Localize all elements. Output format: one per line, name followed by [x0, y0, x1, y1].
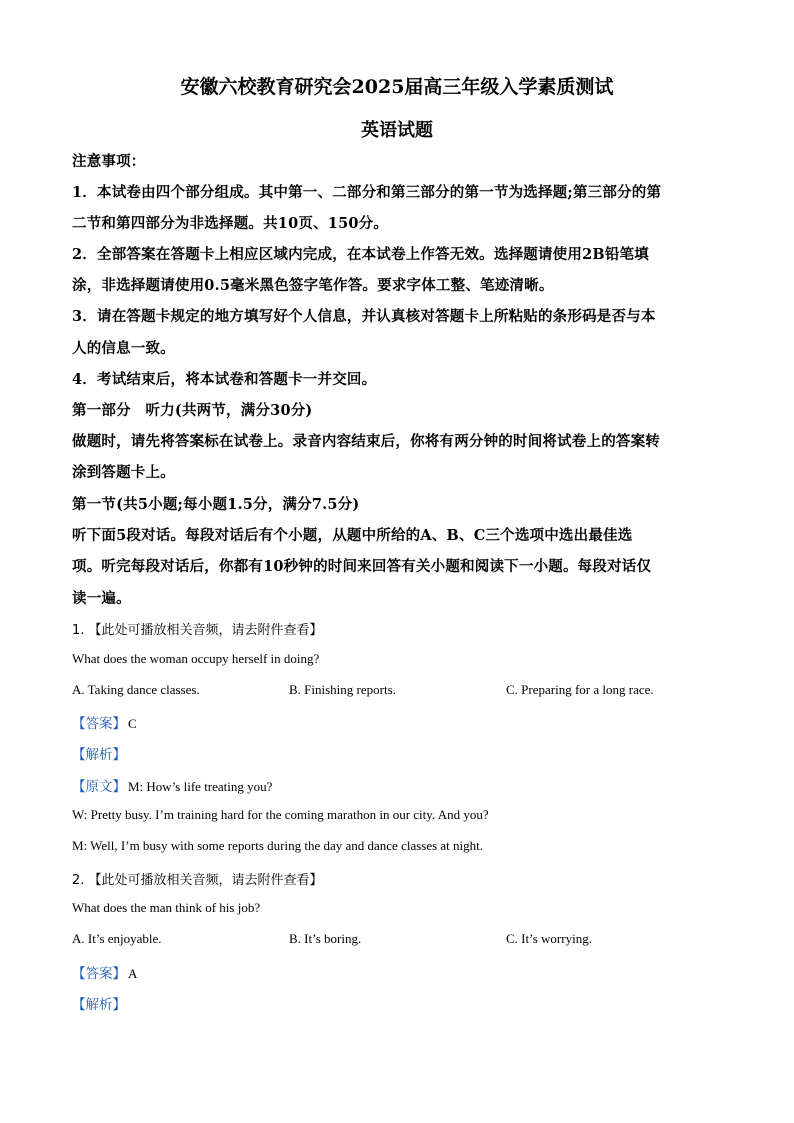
notes-line: 3．请在答题卡规定的地方填写好个人信息，并认真核对答题卡上所粘贴的条形码是否与本	[72, 308, 656, 325]
notes-line: 2．全部答案在答题卡上相应区域内完成，在本试卷上作答无效。选择题请使用2B铅笔填	[72, 246, 649, 263]
answer-label: 【答案】	[72, 966, 126, 982]
answer-value: C	[128, 716, 137, 731]
notes-line: 1．本试卷由四个部分组成。其中第一、二部分和第三部分的第一节为选择题;第三部分的第	[72, 184, 662, 201]
option-a: A. Taking dance classes.	[72, 682, 200, 697]
notes-heading: 注意事项：	[72, 153, 146, 170]
transcript-line: M: How’s life treating you?	[128, 779, 273, 794]
audio-note-link[interactable]: 1. 【此处可播放相关音频，请去附件查看】	[72, 623, 323, 638]
part1-intro-line: 涂到答题卡上。	[72, 464, 175, 481]
option-c: C. It’s worrying.	[506, 931, 592, 946]
notes-line: 人的信息一致。	[72, 340, 175, 357]
option-b: B. Finishing reports.	[289, 682, 396, 697]
section1-instruction-line: 读一遍。	[72, 590, 131, 607]
question-text: What does the man think of his job?	[72, 900, 261, 915]
analysis-label: 【解析】	[72, 747, 126, 763]
answer-row	[72, 712, 137, 732]
audio-note-link[interactable]: 2. 【此处可播放相关音频，请去附件查看】	[72, 873, 323, 888]
option-c: C. Preparing for a long race.	[506, 682, 654, 697]
section1-heading: 第一节(共5小题;每小题1.5分，满分7.5分)	[72, 496, 360, 513]
notes-line: 4．考试结束后，将本试卷和答题卡一并交回。	[72, 371, 377, 388]
section1-instruction-line: 项。听完每段对话后，你都有10秒钟的时间来回答有关小题和阅读下一小题。每段对话仅	[72, 558, 652, 575]
question-text: What does the woman occupy herself in doing?	[72, 651, 320, 666]
analysis-label: 【解析】	[72, 997, 126, 1013]
transcript-line: W: Pretty busy. I’m training hard for the coming marathon in our city. And you?	[72, 807, 489, 822]
answer-value: A	[128, 966, 138, 981]
transcript-row	[72, 775, 272, 795]
exam-title: 安徽六校教育研究会2025届高三年级入学素质测试	[180, 76, 614, 98]
section1-instruction-line: 听下面5段对话。每段对话后有个小题，从题中所给的A、B、C三个选项中选出最佳选	[72, 527, 633, 544]
answer-row	[72, 962, 137, 982]
exam-subtitle: 英语试题	[361, 120, 433, 141]
transcript-line: M: Well, I’m busy with some reports during the day and dance classes at night.	[72, 838, 484, 853]
notes-line: 涂，非选择题请使用0.5毫米黑色签字笔作答。要求字体工整、笔迹清晰。	[72, 277, 554, 294]
notes-line: 二节和第四部分为非选择题。共10页、150分。	[72, 215, 389, 232]
part1-heading: 第一部分 听力(共两节，满分30分)	[72, 402, 313, 419]
transcript-label: 【原文】	[72, 779, 126, 795]
option-a: A. It’s enjoyable.	[72, 931, 162, 946]
answer-label: 【答案】	[72, 716, 126, 732]
option-b: B. It’s boring.	[289, 931, 362, 946]
part1-intro-line: 做题时，请先将答案标在试卷上。录音内容结束后，你将有两分钟的时间将试卷上的答案转	[72, 433, 660, 450]
